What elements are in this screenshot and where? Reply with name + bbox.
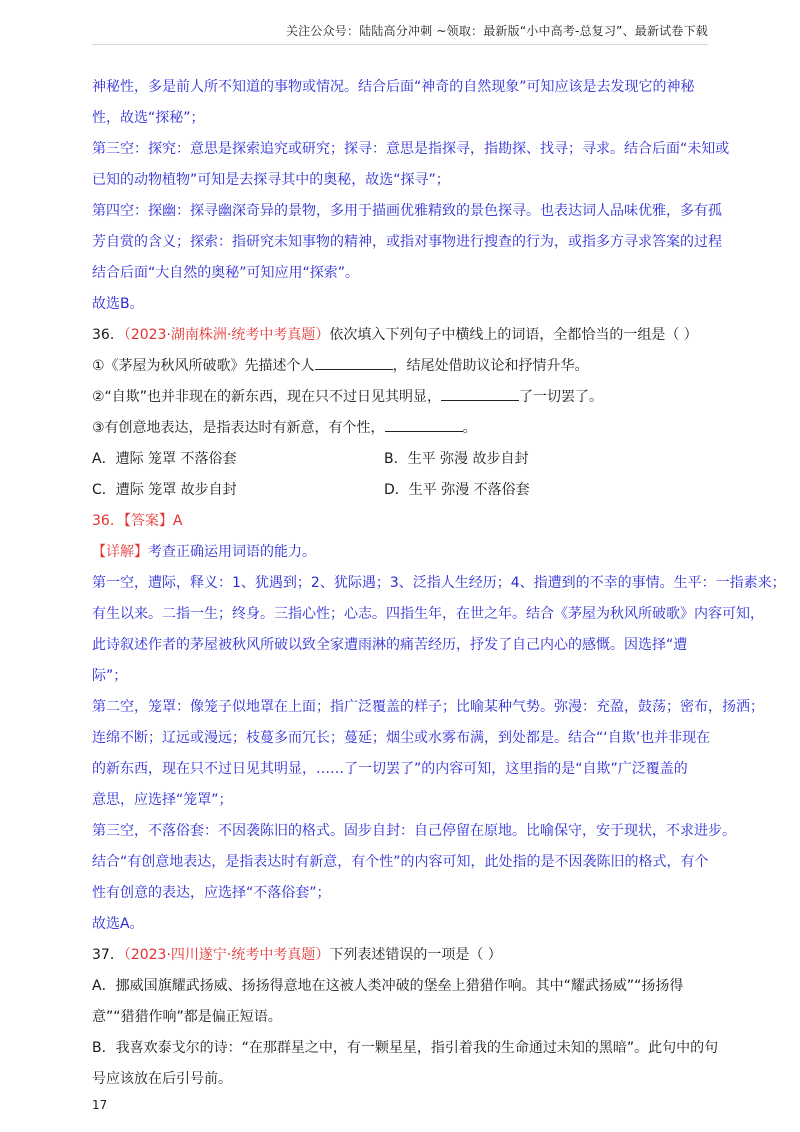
fill-blank: [441, 385, 519, 401]
explanation-line: 有生以来。二指一生；终身。三指心性；心志。四指生年，在世之年。结合《茅屋为秋风所破歌》内容可知，: [92, 606, 764, 622]
explanation-line: 际”；: [92, 668, 128, 684]
answer-tag: 【答案】A: [123, 513, 183, 529]
detail-tag: 【详解】: [92, 544, 148, 560]
explanation-line: 结合后面“大自然的奥秘”可知应用“探索”。: [92, 265, 360, 281]
question-source: （2023·四川遂宁·统考中考真题）: [123, 947, 330, 963]
header-divider: [92, 44, 708, 45]
explanation-line: 神秘性，多是前人所不知道的事物或情况。结合后面“神奇的自然现象”可知应该是去发现它的神秘: [92, 79, 695, 95]
question-37-line: 意”“猎猎作响”都是偏正短语。: [92, 1009, 282, 1025]
question-stem: 下列表述错误的一项是（ ）: [329, 947, 502, 963]
sentence-text: ①《茅屋为秋风所破歌》先描述个人: [92, 358, 315, 374]
question-37-line: B．我喜欢泰戈尔的诗：“在那群星之中，有一颗星星，指引着我的生命通过未知的黑暗”。此句中的句: [92, 1040, 719, 1056]
explanation-line: 芳自赏的含义；探索：指研究未知事物的精神，或指对事物进行搜查的行为，或指多方寻求答案的过程: [92, 234, 722, 250]
explanation-line: 已知的动物植物”可知是去探寻其中的奥秘，故选“探寻”；: [92, 172, 450, 188]
question-36-stem: [92, 320, 716, 351]
fill-blank: [385, 416, 463, 432]
page-header: 关注公众号：陆陆高分冲刺 ~领取：最新版“小中高考-总复习”、最新试卷下载: [285, 24, 708, 38]
sentence-text: 了一切罢了。: [519, 389, 604, 405]
sentence-text: 。: [462, 420, 477, 436]
explanation-line: 第二空，笼罩：像笼子似地罩在上面；指广泛覆盖的样子；比喻某种气势。弥漫：充盈，鼓荡；密布，扬洒；: [92, 699, 764, 715]
options-row: [92, 475, 716, 506]
explanation-line: 故选B。: [92, 296, 144, 312]
sentence-text: ，结尾处借助议论和抒情升华。: [392, 358, 589, 374]
explanation-line: 性，故选“探秘”；: [92, 110, 205, 126]
page-number: 17: [92, 1098, 108, 1112]
explanation-line: 故选A。: [92, 916, 144, 932]
options-row: [92, 444, 716, 475]
sentence-text: ③有创意地表达，是指表达时有新意，有个性，: [92, 420, 385, 436]
option-d: D．生平 弥漫 不落俗套: [384, 482, 530, 498]
question-source: （2023·湖南株洲·统考中考真题）: [123, 327, 330, 343]
question-36-sentence-2: [92, 382, 716, 413]
explanation-line: 意思，应选择“笼罩”；: [92, 792, 233, 808]
question-37-line: 号应该放在后引号前。: [92, 1071, 232, 1087]
answer-36: [92, 506, 716, 537]
explanation-line: 结合“有创意地表达，是指表达时有新意，有个性”的内容可知，此处指的是不因袭陈旧的格式，有个: [92, 854, 709, 870]
explanation-line: 的新东西，现在只不过日见其明显，……了一切罢了”的内容可知，这里指的是“自欺”广泛覆盖的: [92, 761, 688, 777]
fill-blank: [315, 354, 393, 370]
explanation-line: 第四空：探幽：探寻幽深奇异的景物，多用于描画优雅精致的景色探寻。也表达词人品味优雅，多有孤: [92, 203, 722, 219]
question-number: 37．: [92, 947, 124, 963]
question-stem: 依次填入下列句子中横线上的词语，全都恰当的一组是（ ）: [329, 327, 698, 343]
explanation-line: 连绵不断；辽远或漫远；枝蔓多而冗长；蔓延；烟尘或水雾布满，到处都是。结合“‘自欺’也并非现在: [92, 730, 711, 746]
explanation-line: 第三空，不落俗套：不因袭陈旧的格式。固步自封：自己停留在原地。比喻保守，安于现状，不求进步。: [92, 823, 736, 839]
option-a: A．遭际 笼罩 不落俗套: [92, 451, 237, 467]
option-b: B．生平 弥漫 故步自封: [384, 451, 529, 467]
question-36-sentence-3: [92, 413, 716, 444]
answer-number: 36．: [92, 513, 124, 529]
document-body: [92, 72, 786, 1095]
option-c: C．遭际 笼罩 故步自封: [92, 482, 237, 498]
explanation-line: 第三空：探究：意思是探索追究或研究；探寻：意思是指探寻，指勘探、找寻；寻求。结合后面“未知或: [92, 141, 730, 157]
question-number: 36．: [92, 327, 124, 343]
explanation-line: 第一空，遭际，释义：1、犹遇到；2、犹际遇；3、泛指人生经历；4、指遭到的不幸的事情。生平：一指素来；: [92, 575, 786, 591]
question-36-sentence-1: [92, 351, 716, 382]
detail-heading: [92, 537, 716, 568]
question-37-stem: [92, 940, 716, 971]
explanation-line: 此诗叙述作者的茅屋被秋风所破以致全家遭雨淋的痛苦经历，抒发了自己内心的感慨。因选择“遭: [92, 637, 688, 653]
sentence-text: ②“自欺”也并非现在的新东西，现在只不过日见其明显，: [92, 389, 442, 405]
question-37-line: A．挪威国旗耀武扬威、扬扬得意地在这被人类冲破的堡垒上猎猎作响。其中“耀武扬威”“扬扬得: [92, 978, 684, 994]
explanation-line: 性有创意的表达，应选择“不落俗套”；: [92, 885, 331, 901]
detail-text: 考查正确运用词语的能力。: [148, 544, 316, 560]
